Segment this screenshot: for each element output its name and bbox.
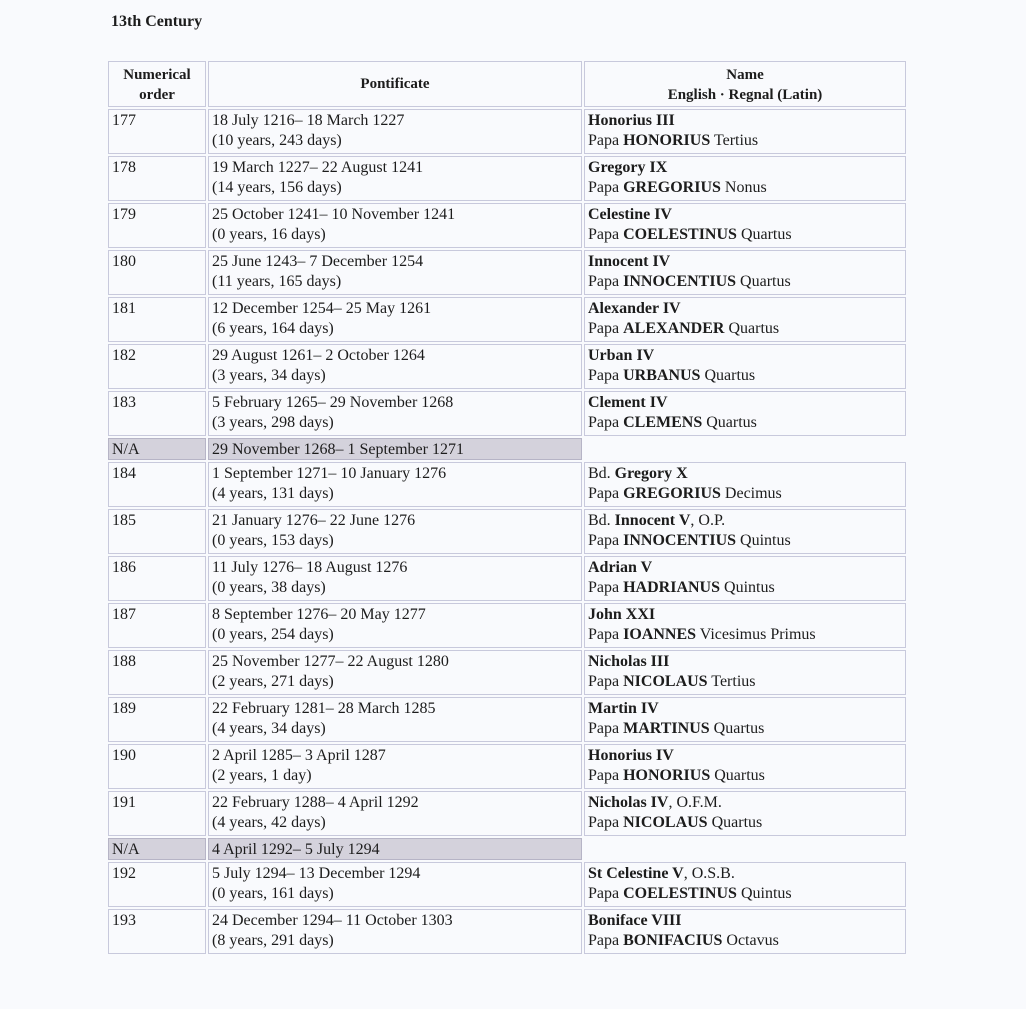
pontificate-cell — [208, 909, 582, 954]
pontificate-dates: 12 December 1254– 25 May 1261 — [212, 300, 432, 317]
interregnum-dates: 29 November 1268– 1 September 1271 — [212, 441, 464, 458]
english-name-bold: Honorius IV — [588, 747, 674, 764]
num-cell — [108, 462, 206, 507]
pontificate-dates: 22 February 1281– 28 March 1285 — [212, 700, 436, 717]
num-cell — [108, 603, 206, 648]
latin-suffix: Quintus — [720, 579, 775, 596]
english-prefix: Bd. — [588, 512, 615, 529]
latin-prefix: Papa — [588, 414, 624, 431]
pontificate-cell — [208, 462, 582, 507]
latin-suffix: Quartus — [736, 226, 792, 243]
name-cell — [584, 109, 906, 154]
english-name-bold: Gregory X — [614, 465, 688, 482]
latin-suffix: Octavus — [722, 932, 779, 949]
header-name-line-1: Name — [726, 67, 764, 83]
table-row — [107, 202, 911, 249]
pontificate-dates: 29 August 1261– 2 October 1264 — [212, 347, 425, 364]
popes-table — [107, 60, 911, 955]
num-value: 178 — [112, 159, 136, 176]
pontificate-cell — [208, 744, 582, 789]
latin-name — [588, 225, 902, 245]
name-cell — [584, 203, 906, 248]
latin-name — [588, 484, 902, 504]
num-cell — [108, 838, 206, 860]
num-cell — [108, 344, 206, 389]
latin-prefix: Papa — [588, 579, 624, 596]
latin-suffix: Quartus — [710, 767, 765, 784]
latin-name-bold: INNOCENTIUS — [623, 532, 737, 549]
latin-name — [588, 531, 902, 551]
latin-prefix: Papa — [588, 626, 624, 643]
latin-prefix: Papa — [588, 320, 624, 337]
name-cell — [584, 462, 906, 507]
pontificate-cell — [208, 109, 582, 154]
table-row — [107, 602, 911, 649]
table-row — [107, 908, 911, 955]
latin-name-bold: INNOCENTIUS — [623, 273, 737, 290]
english-name — [588, 864, 902, 884]
pontificate-dates: 2 April 1285– 3 April 1287 — [212, 747, 386, 764]
latin-name-bold: NICOLAUS — [623, 673, 708, 690]
pontificate-duration: (11 years, 165 days) — [212, 273, 342, 290]
pontificate-duration: (2 years, 1 day) — [212, 767, 312, 784]
table-row — [107, 743, 911, 790]
pontificate-duration: (14 years, 156 days) — [212, 179, 342, 196]
pontificate-dates: 5 July 1294– 13 December 1294 — [212, 865, 421, 882]
num-value: 181 — [112, 300, 136, 317]
num-value: 186 — [112, 559, 136, 576]
english-name-bold: Boniface VIII — [588, 912, 682, 929]
english-name — [588, 746, 902, 766]
pontificate-duration: (8 years, 291 days) — [212, 932, 334, 949]
header-order-line-1: Numerical — [123, 67, 191, 83]
latin-name-bold: NICOLAUS — [623, 814, 708, 831]
latin-suffix: Decimus — [720, 485, 782, 502]
header-numerical-order — [108, 61, 206, 107]
pontificate-cell — [208, 791, 582, 836]
num-cell — [108, 391, 206, 436]
english-name — [588, 252, 902, 272]
pontificate-cell — [208, 344, 582, 389]
english-name-bold: Nicholas IV — [588, 794, 669, 811]
english-name-bold: St Celestine V — [588, 865, 684, 882]
english-name-bold: Honorius III — [588, 112, 675, 129]
name-cell — [584, 791, 906, 836]
latin-prefix: Papa — [588, 767, 624, 784]
name-cell — [584, 509, 906, 554]
english-name — [588, 558, 902, 578]
page-heading: 13th Century — [111, 13, 203, 30]
name-cell — [584, 556, 906, 601]
num-value: 189 — [112, 700, 136, 717]
table-row — [107, 390, 911, 437]
name-cell — [584, 156, 906, 201]
pontificate-duration: (10 years, 243 days) — [212, 132, 342, 149]
latin-suffix: Quintus — [736, 885, 792, 902]
table-body — [107, 108, 911, 955]
num-cell — [108, 156, 206, 201]
interregnum-dates: 4 April 1292– 5 July 1294 — [212, 841, 380, 858]
pontificate-dates: 25 October 1241– 10 November 1241 — [212, 206, 456, 223]
pontificate-dates: 11 July 1276– 18 August 1276 — [212, 559, 408, 576]
pontificate-cell — [208, 556, 582, 601]
english-name — [588, 911, 902, 931]
header-name — [584, 61, 906, 107]
english-name — [588, 346, 902, 366]
pontificate-cell — [208, 156, 582, 201]
name-cell — [584, 862, 906, 907]
num-value: N/A — [112, 841, 140, 858]
latin-prefix: Papa — [588, 132, 624, 149]
latin-prefix: Papa — [588, 226, 624, 243]
pontificate-duration: (0 years, 161 days) — [212, 885, 334, 902]
latin-prefix: Papa — [588, 673, 624, 690]
header-pontificate — [208, 61, 582, 107]
pontificate-cell — [208, 603, 582, 648]
table-row — [107, 696, 911, 743]
pontificate-dates: 8 September 1276– 20 May 1277 — [212, 606, 426, 623]
table-row — [107, 508, 911, 555]
num-cell — [108, 697, 206, 742]
latin-name-bold: IOANNES — [623, 626, 697, 643]
english-name — [588, 158, 902, 178]
latin-name — [588, 131, 902, 151]
english-name-bold: Urban IV — [588, 347, 655, 364]
latin-name-bold: CLEMENS — [623, 414, 703, 431]
latin-name-bold: HONORIUS — [623, 132, 711, 149]
pontificate-dates: 1 September 1271– 10 January 1276 — [212, 465, 447, 482]
num-value: 185 — [112, 512, 136, 529]
num-cell — [108, 250, 206, 295]
latin-suffix: Tertius — [710, 132, 759, 149]
pontificate-cell — [208, 438, 582, 460]
table-row — [107, 249, 911, 296]
latin-prefix: Papa — [588, 367, 624, 384]
english-name-bold: Clement IV — [588, 394, 668, 411]
pontificate-dates: 18 July 1216– 18 March 1227 — [212, 112, 405, 129]
english-name-bold: Innocent V — [614, 512, 691, 529]
num-value: 191 — [112, 794, 136, 811]
english-name-bold: Gregory IX — [588, 159, 668, 176]
pontificate-duration: (2 years, 271 days) — [212, 673, 334, 690]
english-suffix: , O.P. — [690, 512, 726, 529]
latin-prefix: Papa — [588, 932, 624, 949]
latin-name-bold: GREGORIUS — [623, 485, 721, 502]
english-prefix: Bd. — [588, 465, 615, 482]
latin-suffix: Quartus — [700, 367, 756, 384]
latin-prefix: Papa — [588, 720, 624, 737]
latin-suffix: Quintus — [736, 532, 791, 549]
pontificate-cell — [208, 203, 582, 248]
name-cell — [584, 909, 906, 954]
table-row — [107, 296, 911, 343]
num-value: 179 — [112, 206, 136, 223]
num-value: 190 — [112, 747, 136, 764]
latin-name-bold: COELESTINUS — [623, 885, 737, 902]
name-cell — [584, 391, 906, 436]
latin-suffix: Quartus — [709, 720, 765, 737]
name-cell — [584, 744, 906, 789]
num-value: 180 — [112, 253, 136, 270]
pontificate-dates: 21 January 1276– 22 June 1276 — [212, 512, 416, 529]
english-name-bold: Celestine IV — [588, 206, 672, 223]
num-cell — [108, 862, 206, 907]
num-value: 193 — [112, 912, 136, 929]
num-cell — [108, 509, 206, 554]
latin-suffix: Quartus — [736, 273, 791, 290]
name-cell — [584, 603, 906, 648]
pontificate-duration: (4 years, 34 days) — [212, 720, 326, 737]
english-name — [588, 111, 902, 131]
empty-name-cell — [584, 838, 906, 860]
english-name-bold: Martin IV — [588, 700, 659, 717]
table-row — [107, 461, 911, 508]
latin-suffix: Tertius — [707, 673, 756, 690]
latin-name — [588, 719, 902, 739]
num-cell — [108, 909, 206, 954]
latin-name-bold: MARTINUS — [623, 720, 710, 737]
num-cell — [108, 109, 206, 154]
pontificate-duration: (0 years, 16 days) — [212, 226, 326, 243]
english-name — [588, 205, 902, 225]
pontificate-cell — [208, 391, 582, 436]
num-cell — [108, 650, 206, 695]
pontificate-cell — [208, 650, 582, 695]
latin-prefix: Papa — [588, 273, 624, 290]
name-cell — [584, 297, 906, 342]
english-name-bold: Alexander IV — [588, 300, 681, 317]
num-value: 184 — [112, 465, 136, 482]
num-value: 188 — [112, 653, 136, 670]
english-suffix: , O.F.M. — [668, 794, 722, 811]
interregnum-row — [107, 837, 911, 861]
pontificate-cell — [208, 697, 582, 742]
table-header-row — [107, 60, 911, 108]
latin-name-bold: HONORIUS — [623, 767, 711, 784]
pontificate-duration: (6 years, 164 days) — [212, 320, 334, 337]
num-value: N/A — [112, 441, 140, 458]
latin-name-bold: BONIFACIUS — [623, 932, 723, 949]
latin-name-bold: ALEXANDER — [623, 320, 725, 337]
pontificate-dates: 19 March 1227– 22 August 1241 — [212, 159, 424, 176]
latin-suffix: Nonus — [720, 179, 767, 196]
latin-name — [588, 884, 902, 904]
latin-name-bold: HADRIANUS — [623, 579, 721, 596]
header-name-line-2: English · Regnal (Latin) — [667, 87, 823, 103]
pontificate-cell — [208, 297, 582, 342]
table-row — [107, 649, 911, 696]
latin-name — [588, 766, 902, 786]
latin-prefix: Papa — [588, 179, 624, 196]
pontificate-dates: 25 June 1243– 7 December 1254 — [212, 253, 424, 270]
latin-name — [588, 813, 902, 833]
pontificate-cell — [208, 509, 582, 554]
empty-name-cell — [584, 438, 906, 460]
english-name-bold: Nicholas III — [588, 653, 670, 670]
latin-name — [588, 413, 902, 433]
latin-name — [588, 672, 902, 692]
name-cell — [584, 344, 906, 389]
latin-suffix: Quartus — [724, 320, 780, 337]
latin-suffix: Quartus — [702, 414, 757, 431]
latin-name-bold: URBANUS — [623, 367, 701, 384]
pontificate-duration: (4 years, 131 days) — [212, 485, 334, 502]
english-name — [588, 299, 902, 319]
english-name — [588, 511, 902, 531]
num-cell — [108, 297, 206, 342]
table-row — [107, 108, 911, 155]
pontificate-duration: (3 years, 298 days) — [212, 414, 334, 431]
english-name-bold: Adrian V — [588, 559, 653, 576]
header-pontificate-label: Pontificate — [360, 75, 430, 92]
latin-suffix: Vicesimus Primus — [696, 626, 816, 643]
table-row — [107, 790, 911, 837]
pontificate-cell — [208, 862, 582, 907]
num-value: 192 — [112, 865, 136, 882]
pontificate-duration: (0 years, 153 days) — [212, 532, 334, 549]
latin-name-bold: GREGORIUS — [623, 179, 721, 196]
latin-name — [588, 366, 902, 386]
latin-name — [588, 272, 902, 292]
english-name — [588, 699, 902, 719]
pontificate-dates: 22 February 1288– 4 April 1292 — [212, 794, 419, 811]
pontificate-duration: (4 years, 42 days) — [212, 814, 326, 831]
num-cell — [108, 791, 206, 836]
english-name-bold: John XXI — [588, 606, 656, 623]
pontificate-duration: (0 years, 38 days) — [212, 579, 326, 596]
english-name — [588, 605, 902, 625]
latin-name — [588, 625, 902, 645]
pontificate-dates: 5 February 1265– 29 November 1268 — [212, 394, 454, 411]
name-cell — [584, 250, 906, 295]
pontificate-duration: (3 years, 34 days) — [212, 367, 326, 384]
latin-prefix: Papa — [588, 814, 624, 831]
num-value: 187 — [112, 606, 136, 623]
header-order-line-2: order — [139, 87, 175, 103]
latin-suffix: Quartus — [707, 814, 763, 831]
latin-name-bold: COELESTINUS — [623, 226, 737, 243]
num-value: 177 — [112, 112, 136, 129]
table-row — [107, 343, 911, 390]
latin-prefix: Papa — [588, 885, 624, 902]
num-value: 182 — [112, 347, 136, 364]
name-cell — [584, 697, 906, 742]
num-cell — [108, 438, 206, 460]
latin-prefix: Papa — [588, 485, 624, 502]
english-name — [588, 793, 902, 813]
pontificate-cell — [208, 838, 582, 860]
latin-name — [588, 931, 902, 951]
latin-name — [588, 319, 902, 339]
latin-prefix: Papa — [588, 532, 624, 549]
pontificate-dates: 25 November 1277– 22 August 1280 — [212, 653, 449, 670]
num-cell — [108, 744, 206, 789]
english-suffix: , O.S.B. — [683, 865, 735, 882]
latin-name — [588, 578, 902, 598]
english-name — [588, 393, 902, 413]
english-name — [588, 464, 902, 484]
num-cell — [108, 556, 206, 601]
table-row — [107, 155, 911, 202]
english-name — [588, 652, 902, 672]
pontificate-cell — [208, 250, 582, 295]
interregnum-row — [107, 437, 911, 461]
pontificate-dates: 24 December 1294– 11 October 1303 — [212, 912, 453, 929]
num-cell — [108, 203, 206, 248]
latin-name — [588, 178, 902, 198]
table-row — [107, 555, 911, 602]
name-cell — [584, 650, 906, 695]
english-name-bold: Innocent IV — [588, 253, 671, 270]
num-value: 183 — [112, 394, 136, 411]
table-row — [107, 861, 911, 908]
pontificate-duration: (0 years, 254 days) — [212, 626, 334, 643]
